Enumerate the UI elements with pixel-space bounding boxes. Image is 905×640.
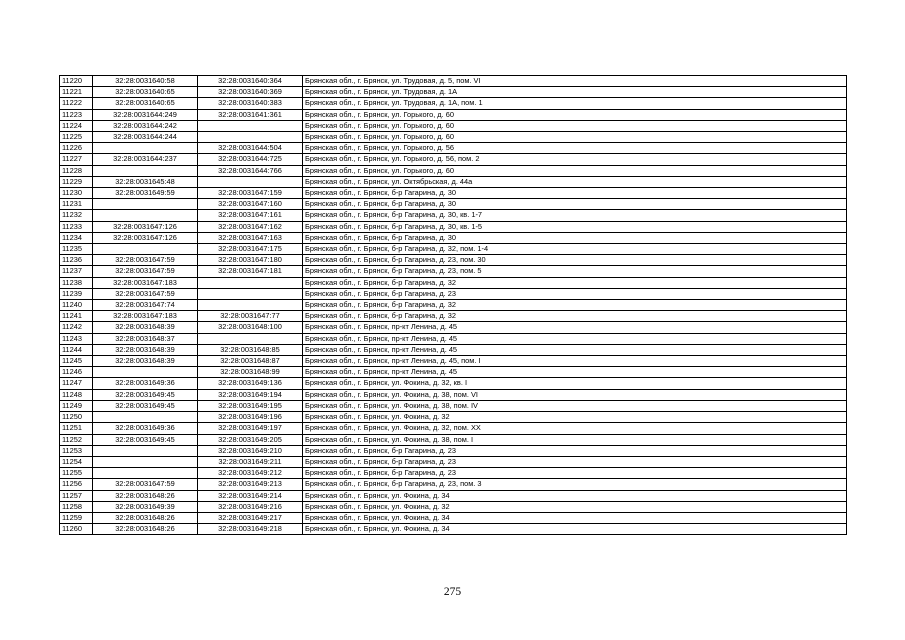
- table-row: [60, 512, 847, 523]
- table-row: [60, 333, 847, 344]
- object-cadastral-number-cell: 32:28:0031649:205: [198, 434, 303, 445]
- object-cadastral-number-cell: 32:28:0031649:196: [198, 412, 303, 423]
- address-cell: Брянская обл., г. Брянск, б-р Гагарина, д. 32: [303, 311, 847, 322]
- table-row: [60, 311, 847, 322]
- land-cadastral-number-cell: [93, 199, 198, 210]
- address-cell: Брянская обл., г. Брянск, ул. Горького, д. 56, пом. 2: [303, 154, 847, 165]
- table-row: [60, 367, 847, 378]
- land-cadastral-number-cell: 32:28:0031644:237: [93, 154, 198, 165]
- object-cadastral-number-cell: 32:28:0031647:160: [198, 199, 303, 210]
- row-number-cell: 11228: [60, 165, 93, 176]
- land-cadastral-number-cell: 32:28:0031647:126: [93, 232, 198, 243]
- land-cadastral-number-cell: [93, 165, 198, 176]
- object-cadastral-number-cell: 32:28:0031640:364: [198, 76, 303, 87]
- row-number-cell: 11241: [60, 311, 93, 322]
- address-cell: Брянская обл., г. Брянск, ул. Горького, д. 60: [303, 132, 847, 143]
- land-cadastral-number-cell: 32:28:0031648:26: [93, 490, 198, 501]
- land-cadastral-number-cell: 32:28:0031644:244: [93, 132, 198, 143]
- table-row: [60, 244, 847, 255]
- object-cadastral-number-cell: 32:28:0031649:194: [198, 389, 303, 400]
- row-number-cell: 11235: [60, 244, 93, 255]
- address-cell: Брянская обл., г. Брянск, ул. Горького, д. 60: [303, 120, 847, 131]
- address-cell: Брянская обл., г. Брянск, б-р Гагарина, д. 32, пом. 1-4: [303, 244, 847, 255]
- table-row: [60, 210, 847, 221]
- land-cadastral-number-cell: 32:28:0031648:39: [93, 344, 198, 355]
- row-number-cell: 11227: [60, 154, 93, 165]
- table-row: [60, 456, 847, 467]
- land-cadastral-number-cell: [93, 143, 198, 154]
- object-cadastral-number-cell: 32:28:0031644:504: [198, 143, 303, 154]
- land-cadastral-number-cell: 32:28:0031640:65: [93, 98, 198, 109]
- land-cadastral-number-cell: 32:28:0031648:26: [93, 512, 198, 523]
- row-number-cell: 11230: [60, 188, 93, 199]
- row-number-cell: 11247: [60, 378, 93, 389]
- registry-table-body: [60, 76, 847, 535]
- land-cadastral-number-cell: 32:28:0031648:39: [93, 322, 198, 333]
- table-row: [60, 300, 847, 311]
- row-number-cell: 11248: [60, 389, 93, 400]
- land-cadastral-number-cell: 32:28:0031648:39: [93, 356, 198, 367]
- object-cadastral-number-cell: 32:28:0031644:766: [198, 165, 303, 176]
- row-number-cell: 11240: [60, 300, 93, 311]
- object-cadastral-number-cell: 32:28:0031647:161: [198, 210, 303, 221]
- table-row: [60, 132, 847, 143]
- row-number-cell: 11255: [60, 468, 93, 479]
- row-number-cell: 11244: [60, 344, 93, 355]
- table-row: [60, 143, 847, 154]
- table-row: [60, 344, 847, 355]
- table-row: [60, 524, 847, 535]
- row-number-cell: 11238: [60, 277, 93, 288]
- object-cadastral-number-cell: 32:28:0031647:77: [198, 311, 303, 322]
- object-cadastral-number-cell: [198, 300, 303, 311]
- address-cell: Брянская обл., г. Брянск, пр-кт Ленина, д. 45: [303, 322, 847, 333]
- address-cell: Брянская обл., г. Брянск, пр-кт Ленина, д. 45: [303, 344, 847, 355]
- object-cadastral-number-cell: [198, 288, 303, 299]
- table-row: [60, 109, 847, 120]
- object-cadastral-number-cell: [198, 132, 303, 143]
- land-cadastral-number-cell: 32:28:0031649:45: [93, 389, 198, 400]
- object-cadastral-number-cell: 32:28:0031644:725: [198, 154, 303, 165]
- table-row: [60, 120, 847, 131]
- table-row: [60, 423, 847, 434]
- address-cell: Брянская обл., г. Брянск, б-р Гагарина, д. 30, кв. 1-5: [303, 221, 847, 232]
- table-row: [60, 199, 847, 210]
- table-row: [60, 255, 847, 266]
- address-cell: Брянская обл., г. Брянск, б-р Гагарина, д. 30: [303, 232, 847, 243]
- object-cadastral-number-cell: [198, 176, 303, 187]
- row-number-cell: 11239: [60, 288, 93, 299]
- row-number-cell: 11249: [60, 400, 93, 411]
- land-cadastral-number-cell: 32:28:0031647:59: [93, 288, 198, 299]
- page-number: 275: [443, 586, 462, 598]
- row-number-cell: 11223: [60, 109, 93, 120]
- address-cell: Брянская обл., г. Брянск, ул. Фокина, д. 34: [303, 512, 847, 523]
- row-number-cell: 11245: [60, 356, 93, 367]
- table-row: [60, 76, 847, 87]
- row-number-cell: 11258: [60, 501, 93, 512]
- table-row: [60, 479, 847, 490]
- table-row: [60, 232, 847, 243]
- row-number-cell: 11253: [60, 445, 93, 456]
- row-number-cell: 11237: [60, 266, 93, 277]
- object-cadastral-number-cell: 32:28:0031647:175: [198, 244, 303, 255]
- table-row: [60, 501, 847, 512]
- land-cadastral-number-cell: 32:28:0031640:58: [93, 76, 198, 87]
- land-cadastral-number-cell: 32:28:0031647:59: [93, 479, 198, 490]
- address-cell: Брянская обл., г. Брянск, б-р Гагарина, д. 30: [303, 188, 847, 199]
- object-cadastral-number-cell: 32:28:0031640:369: [198, 87, 303, 98]
- object-cadastral-number-cell: 32:28:0031647:180: [198, 255, 303, 266]
- object-cadastral-number-cell: 32:28:0031647:159: [198, 188, 303, 199]
- land-cadastral-number-cell: [93, 244, 198, 255]
- address-cell: Брянская обл., г. Брянск, ул. Фокина, д. 38, пом. IV: [303, 400, 847, 411]
- address-cell: Брянская обл., г. Брянск, ул. Фокина, д. 32: [303, 412, 847, 423]
- address-cell: Брянская обл., г. Брянск, пр-кт Ленина, д. 45: [303, 367, 847, 378]
- address-cell: Брянская обл., г. Брянск, ул. Горького, д. 60: [303, 109, 847, 120]
- table-row: [60, 412, 847, 423]
- address-cell: Брянская обл., г. Брянск, б-р Гагарина, д. 30: [303, 199, 847, 210]
- address-cell: Брянская обл., г. Брянск, ул. Фокина, д. 34: [303, 524, 847, 535]
- address-cell: Брянская обл., г. Брянск, ул. Фокина, д. 32, кв. I: [303, 378, 847, 389]
- row-number-cell: 11259: [60, 512, 93, 523]
- table-row: [60, 176, 847, 187]
- address-cell: Брянская обл., г. Брянск, б-р Гагарина, д. 23: [303, 288, 847, 299]
- address-cell: Брянская обл., г. Брянск, ул. Фокина, д. 38, пом. I: [303, 434, 847, 445]
- object-cadastral-number-cell: 32:28:0031649:210: [198, 445, 303, 456]
- row-number-cell: 11256: [60, 479, 93, 490]
- row-number-cell: 11251: [60, 423, 93, 434]
- table-row: [60, 165, 847, 176]
- address-cell: Брянская обл., г. Брянск, пр-кт Ленина, д. 45: [303, 333, 847, 344]
- object-cadastral-number-cell: 32:28:0031648:87: [198, 356, 303, 367]
- object-cadastral-number-cell: 32:28:0031649:211: [198, 456, 303, 467]
- row-number-cell: 11222: [60, 98, 93, 109]
- object-cadastral-number-cell: [198, 277, 303, 288]
- object-cadastral-number-cell: 32:28:0031647:163: [198, 232, 303, 243]
- address-cell: Брянская обл., г. Брянск, б-р Гагарина, д. 32: [303, 300, 847, 311]
- land-cadastral-number-cell: 32:28:0031647:59: [93, 255, 198, 266]
- object-cadastral-number-cell: 32:28:0031648:85: [198, 344, 303, 355]
- land-cadastral-number-cell: 32:28:0031644:249: [93, 109, 198, 120]
- land-cadastral-number-cell: 32:28:0031649:45: [93, 400, 198, 411]
- address-cell: Брянская обл., г. Брянск, б-р Гагарина, д. 23: [303, 445, 847, 456]
- row-number-cell: 11250: [60, 412, 93, 423]
- registry-table: [59, 75, 847, 535]
- row-number-cell: 11257: [60, 490, 93, 501]
- table-row: [60, 490, 847, 501]
- row-number-cell: 11221: [60, 87, 93, 98]
- object-cadastral-number-cell: 32:28:0031640:383: [198, 98, 303, 109]
- address-cell: Брянская обл., г. Брянск, б-р Гагарина, д. 30, кв. 1-7: [303, 210, 847, 221]
- land-cadastral-number-cell: 32:28:0031647:74: [93, 300, 198, 311]
- object-cadastral-number-cell: 32:28:0031641:361: [198, 109, 303, 120]
- row-number-cell: 11225: [60, 132, 93, 143]
- land-cadastral-number-cell: [93, 456, 198, 467]
- address-cell: Брянская обл., г. Брянск, б-р Гагарина, д. 23, пом. 5: [303, 266, 847, 277]
- address-cell: Брянская обл., г. Брянск, пр-кт Ленина, д. 45, пом. I: [303, 356, 847, 367]
- address-cell: Брянская обл., г. Брянск, ул. Октябрьская, д. 44а: [303, 176, 847, 187]
- table-row: [60, 468, 847, 479]
- table-row: [60, 266, 847, 277]
- row-number-cell: 11260: [60, 524, 93, 535]
- row-number-cell: 11236: [60, 255, 93, 266]
- object-cadastral-number-cell: 32:28:0031649:212: [198, 468, 303, 479]
- table-row: [60, 389, 847, 400]
- object-cadastral-number-cell: 32:28:0031647:181: [198, 266, 303, 277]
- table-row: [60, 98, 847, 109]
- table-row: [60, 445, 847, 456]
- address-cell: Брянская обл., г. Брянск, б-р Гагарина, д. 23, пом. 3: [303, 479, 847, 490]
- land-cadastral-number-cell: 32:28:0031645:48: [93, 176, 198, 187]
- land-cadastral-number-cell: 32:28:0031640:65: [93, 87, 198, 98]
- land-cadastral-number-cell: 32:28:0031649:36: [93, 378, 198, 389]
- table-row: [60, 400, 847, 411]
- land-cadastral-number-cell: [93, 210, 198, 221]
- address-cell: Брянская обл., г. Брянск, ул. Горького, д. 60: [303, 165, 847, 176]
- row-number-cell: 11231: [60, 199, 93, 210]
- land-cadastral-number-cell: 32:28:0031649:45: [93, 434, 198, 445]
- row-number-cell: 11226: [60, 143, 93, 154]
- object-cadastral-number-cell: 32:28:0031649:216: [198, 501, 303, 512]
- address-cell: Брянская обл., г. Брянск, ул. Фокина, д. 38, пом. VI: [303, 389, 847, 400]
- row-number-cell: 11233: [60, 221, 93, 232]
- land-cadastral-number-cell: 32:28:0031648:37: [93, 333, 198, 344]
- land-cadastral-number-cell: [93, 367, 198, 378]
- row-number-cell: 11242: [60, 322, 93, 333]
- land-cadastral-number-cell: [93, 412, 198, 423]
- table-row: [60, 188, 847, 199]
- object-cadastral-number-cell: 32:28:0031649:218: [198, 524, 303, 535]
- row-number-cell: 11232: [60, 210, 93, 221]
- row-number-cell: 11246: [60, 367, 93, 378]
- object-cadastral-number-cell: 32:28:0031647:162: [198, 221, 303, 232]
- land-cadastral-number-cell: [93, 468, 198, 479]
- address-cell: Брянская обл., г. Брянск, ул. Горького, д. 56: [303, 143, 847, 154]
- land-cadastral-number-cell: [93, 445, 198, 456]
- row-number-cell: 11229: [60, 176, 93, 187]
- land-cadastral-number-cell: 32:28:0031647:183: [93, 277, 198, 288]
- row-number-cell: 11234: [60, 232, 93, 243]
- land-cadastral-number-cell: 32:28:0031647:59: [93, 266, 198, 277]
- address-cell: Брянская обл., г. Брянск, б-р Гагарина, д. 23: [303, 456, 847, 467]
- address-cell: Брянская обл., г. Брянск, ул. Фокина, д. 32: [303, 501, 847, 512]
- table-row: [60, 87, 847, 98]
- land-cadastral-number-cell: 32:28:0031644:242: [93, 120, 198, 131]
- row-number-cell: 11243: [60, 333, 93, 344]
- land-cadastral-number-cell: 32:28:0031649:59: [93, 188, 198, 199]
- land-cadastral-number-cell: 32:28:0031647:126: [93, 221, 198, 232]
- object-cadastral-number-cell: 32:28:0031649:195: [198, 400, 303, 411]
- object-cadastral-number-cell: 32:28:0031649:213: [198, 479, 303, 490]
- object-cadastral-number-cell: 32:28:0031648:100: [198, 322, 303, 333]
- address-cell: Брянская обл., г. Брянск, б-р Гагарина, д. 23, пом. 30: [303, 255, 847, 266]
- address-cell: Брянская обл., г. Брянск, б-р Гагарина, д. 32: [303, 277, 847, 288]
- object-cadastral-number-cell: 32:28:0031649:136: [198, 378, 303, 389]
- address-cell: Брянская обл., г. Брянск, б-р Гагарина, д. 23: [303, 468, 847, 479]
- address-cell: Брянская обл., г. Брянск, ул. Фокина, д. 32, пом. XX: [303, 423, 847, 434]
- address-cell: Брянская обл., г. Брянск, ул. Трудовая, д. 5, пом. VI: [303, 76, 847, 87]
- row-number-cell: 11220: [60, 76, 93, 87]
- land-cadastral-number-cell: 32:28:0031649:36: [93, 423, 198, 434]
- table-row: [60, 356, 847, 367]
- row-number-cell: 11252: [60, 434, 93, 445]
- land-cadastral-number-cell: 32:28:0031647:183: [93, 311, 198, 322]
- land-cadastral-number-cell: 32:28:0031648:26: [93, 524, 198, 535]
- object-cadastral-number-cell: [198, 333, 303, 344]
- object-cadastral-number-cell: 32:28:0031649:214: [198, 490, 303, 501]
- object-cadastral-number-cell: 32:28:0031649:217: [198, 512, 303, 523]
- table-row: [60, 322, 847, 333]
- table-row: [60, 434, 847, 445]
- table-row: [60, 221, 847, 232]
- table-row: [60, 154, 847, 165]
- row-number-cell: 11254: [60, 456, 93, 467]
- table-row: [60, 288, 847, 299]
- object-cadastral-number-cell: [198, 120, 303, 131]
- row-number-cell: 11224: [60, 120, 93, 131]
- object-cadastral-number-cell: 32:28:0031648:99: [198, 367, 303, 378]
- land-cadastral-number-cell: 32:28:0031649:39: [93, 501, 198, 512]
- table-row: [60, 378, 847, 389]
- table-row: [60, 277, 847, 288]
- object-cadastral-number-cell: 32:28:0031649:197: [198, 423, 303, 434]
- address-cell: Брянская обл., г. Брянск, ул. Фокина, д. 34: [303, 490, 847, 501]
- address-cell: Брянская обл., г. Брянск, ул. Трудовая, д. 1А: [303, 87, 847, 98]
- address-cell: Брянская обл., г. Брянск, ул. Трудовая, д. 1А, пом. 1: [303, 98, 847, 109]
